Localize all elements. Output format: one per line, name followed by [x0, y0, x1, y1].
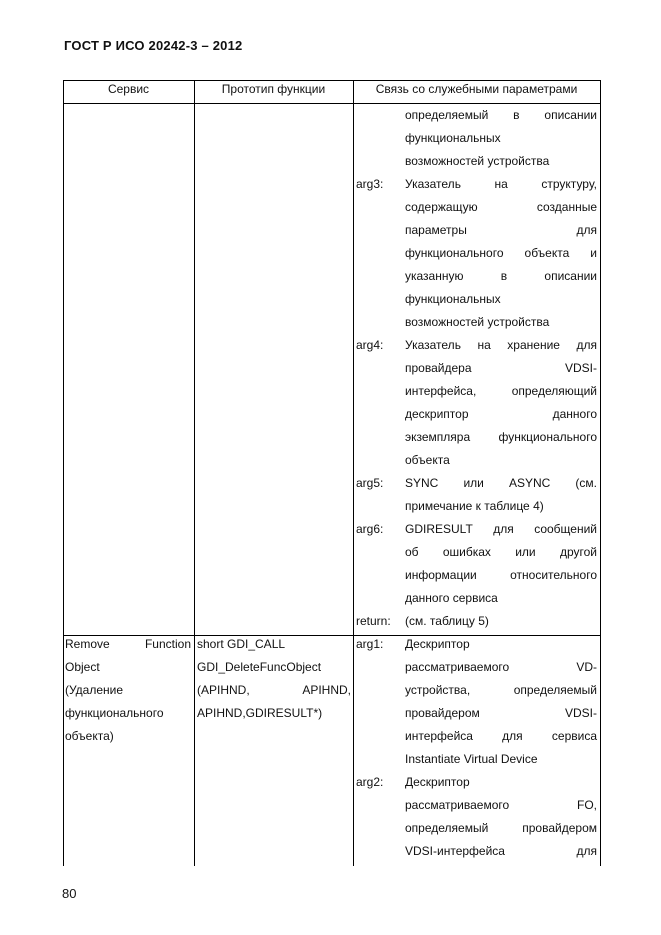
table-right-border [600, 80, 601, 866]
description-line: возможностей устройства [405, 315, 550, 329]
description-line: определяемый в описании [405, 108, 597, 122]
argument-label: arg6: [356, 522, 384, 536]
description-line: информации относительного [405, 568, 597, 582]
service-name-line: объекта) [65, 729, 114, 743]
description-line: Указатель на хранение для [405, 338, 597, 352]
description-line: определяемый провайдером [405, 821, 597, 835]
description-line: VDSI-интерфейса для [405, 844, 597, 858]
description-line: функциональных [405, 131, 501, 145]
page-number: 80 [62, 886, 77, 901]
column-header: Прототип функции [221, 82, 326, 96]
column-header: Сервис [107, 82, 150, 96]
description-line: интерфейса для сервиса [405, 729, 597, 743]
description-line: рассматриваемого VD- [405, 660, 597, 674]
description-line: данного сервиса [405, 591, 498, 605]
argument-label: return: [356, 614, 391, 628]
description-line: указанную в описании [405, 269, 597, 283]
function-prototype-line: (APIHND, APIHND, [197, 683, 351, 697]
description-line: объекта [405, 453, 450, 467]
description-line: Дескриптор [405, 775, 470, 789]
description-line: об ошибках или другой [405, 545, 597, 559]
description-line: дескриптор данного [405, 407, 597, 421]
description-line: рассматриваемого FO, [405, 798, 597, 812]
description-line: функциональных [405, 292, 501, 306]
description-line: Указатель на структуру, [405, 177, 597, 191]
function-prototype-line: GDI_DeleteFuncObject [197, 660, 322, 674]
function-prototype-line: APIHND,GDIRESULT*) [197, 706, 323, 720]
service-name-line: функционального [65, 706, 164, 720]
description-line: Instantiate Virtual Device [405, 752, 538, 766]
description-line: содержащую созданные [405, 200, 597, 214]
service-name-line: Object [65, 660, 100, 674]
service-name-line: (Удаление [65, 683, 124, 697]
description-line: устройства, определяемый [405, 683, 597, 697]
description-line: интерфейса, определяющий [405, 384, 597, 398]
table-left-border [63, 80, 64, 866]
argument-label: arg3: [356, 177, 384, 191]
document-header: ГОСТ Р ИСО 20242-3 – 2012 [64, 38, 243, 53]
description-line: SYNC или ASYNC (см. [405, 476, 597, 490]
description-line: провайдера VDSI- [405, 361, 597, 375]
description-line: параметры для [405, 223, 597, 237]
argument-label: arg5: [356, 476, 384, 490]
description-line: функционального объекта и [405, 246, 597, 260]
description-line: Дескриптор [405, 637, 470, 651]
column-divider-2 [353, 80, 354, 866]
table-top-border [63, 80, 601, 81]
description-line: возможностей устройства [405, 154, 550, 168]
description-line: GDIRESULT для сообщений [405, 522, 597, 536]
description-line: (см. таблицу 5) [405, 614, 489, 628]
argument-label: arg1: [356, 637, 384, 651]
argument-label: arg4: [356, 338, 384, 352]
service-name-line: Remove Function [65, 637, 191, 651]
description-line: экземпляра функционального [405, 430, 597, 444]
argument-label: arg2: [356, 775, 384, 789]
column-divider-1 [194, 80, 195, 866]
description-line: примечание к таблице 4) [405, 499, 544, 513]
description-line: провайдером VDSI- [405, 706, 597, 720]
function-prototype-line: short GDI_CALL [197, 637, 286, 651]
column-header: Связь со служебными параметрами [375, 82, 578, 96]
